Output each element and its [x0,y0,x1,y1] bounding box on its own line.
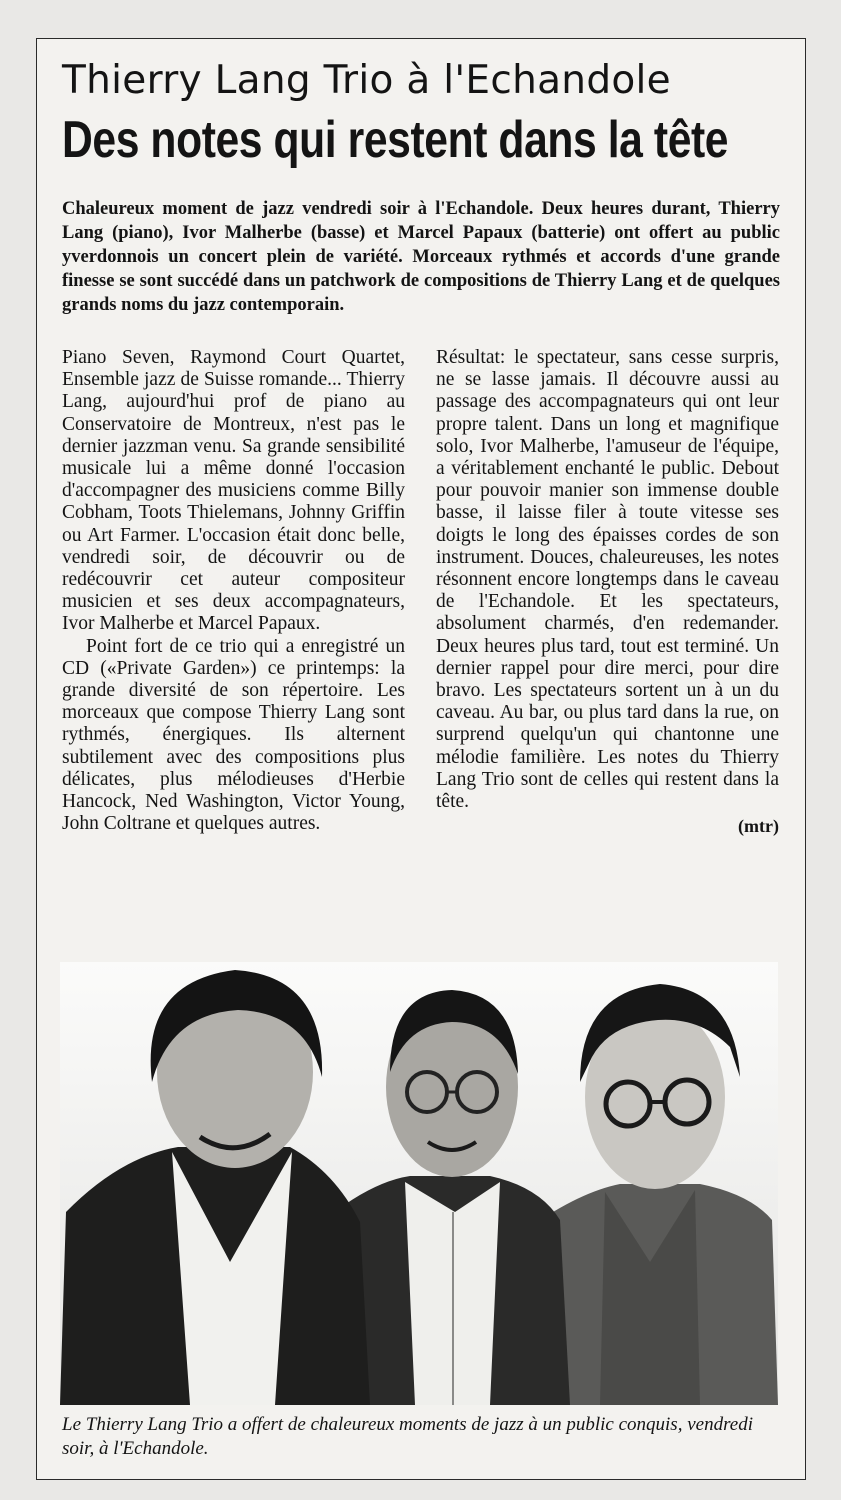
body-paragraph: Résultat: le spectateur, sans cesse surpris, ne se lasse jamais. Il découvre aussi au passage des accompagnateurs qui ont leur propre talent. Dans un long et magnifique solo, Ivor Malherbe, l'amuseur de l'équipe, a véritablement enchanté le public. Debout pour pouvoir manier son immense double basse, il laisse filer à toute vitesse ses doigts le long des épaisses cordes de son instrument. Douces, chaleureuses, les notes résonnent encore longtemps dans le caveau de l'Echandole. Et les spectateurs, absolument charmés, d'en redemander. Deux heures plus tard, tout est terminé. Un dernier rappel pour dire merci, pour dire bravo. Les spectateurs sortent un à un du caveau. Au bar, ou plus tard dans la rue, on surprend quelqu'un qui chantonne une mélodie familière. Les notes du Thierry Lang Trio sont de celles qui restent dans la tête. [436,347,779,813]
body-paragraph: Point fort de ce trio qui a enregistré un CD («Private Garden») ce printemps: la grande diversité de son répertoire. Les morceaux que compose Thierry Lang sont rythmés, énergiques. Ils alternent subtilement avec des compositions plus délicates, plus mélodieuses d'Herbie Hancock, Ned Washington, Victor Young, John Coltrane et quelques autres. [62,635,405,835]
trio-photo [60,962,778,1405]
column-left [62,347,405,835]
article-headline: Des notes qui restent dans la tête [62,111,729,169]
article-lead: Chaleureux moment de jazz vendredi soir à l'Echandole. Deux heures durant, Thierry Lang (piano), Ivor Malherbe (basse) et Marcel Papaux (batterie) ont offert au public yverdonnois un concert plein de variété. Morceaux rythmés et accords d'une grande finesse se sont succédé dans un patchwork de compositions de Thierry Lang et de quelques grands noms du jazz contemporain. [62,199,780,315]
photo-caption: Le Thierry Lang Trio a offert de chaleureux moments de jazz à un public conquis, vendredi soir, à l'Echandole. [62,1414,753,1459]
trio-photo-illustration [60,962,778,1405]
article-kicker: Thierry Lang Trio à l'Echandole [62,58,671,103]
author-signature: (mtr) [738,816,779,837]
column-right [436,347,779,837]
body-paragraph: Piano Seven, Raymond Court Quartet, Ensemble jazz de Suisse romande... Thierry Lang, aujourd'hui prof de piano au Conservatoire de Montreux, n'est pas le dernier jazzman venu. Sa grande sensibilité musicale lui a même donné l'occasion d'accompagner des musiciens comme Billy Cobham, Toots Thielemans, Johnny Griffin ou Art Farmer. L'occasion était donc belle, vendredi soir, de découvrir ou de redécouvrir cet auteur compositeur musicien et ses deux accompagnateurs, Ivor Malherbe et Marcel Papaux. [62,347,405,635]
